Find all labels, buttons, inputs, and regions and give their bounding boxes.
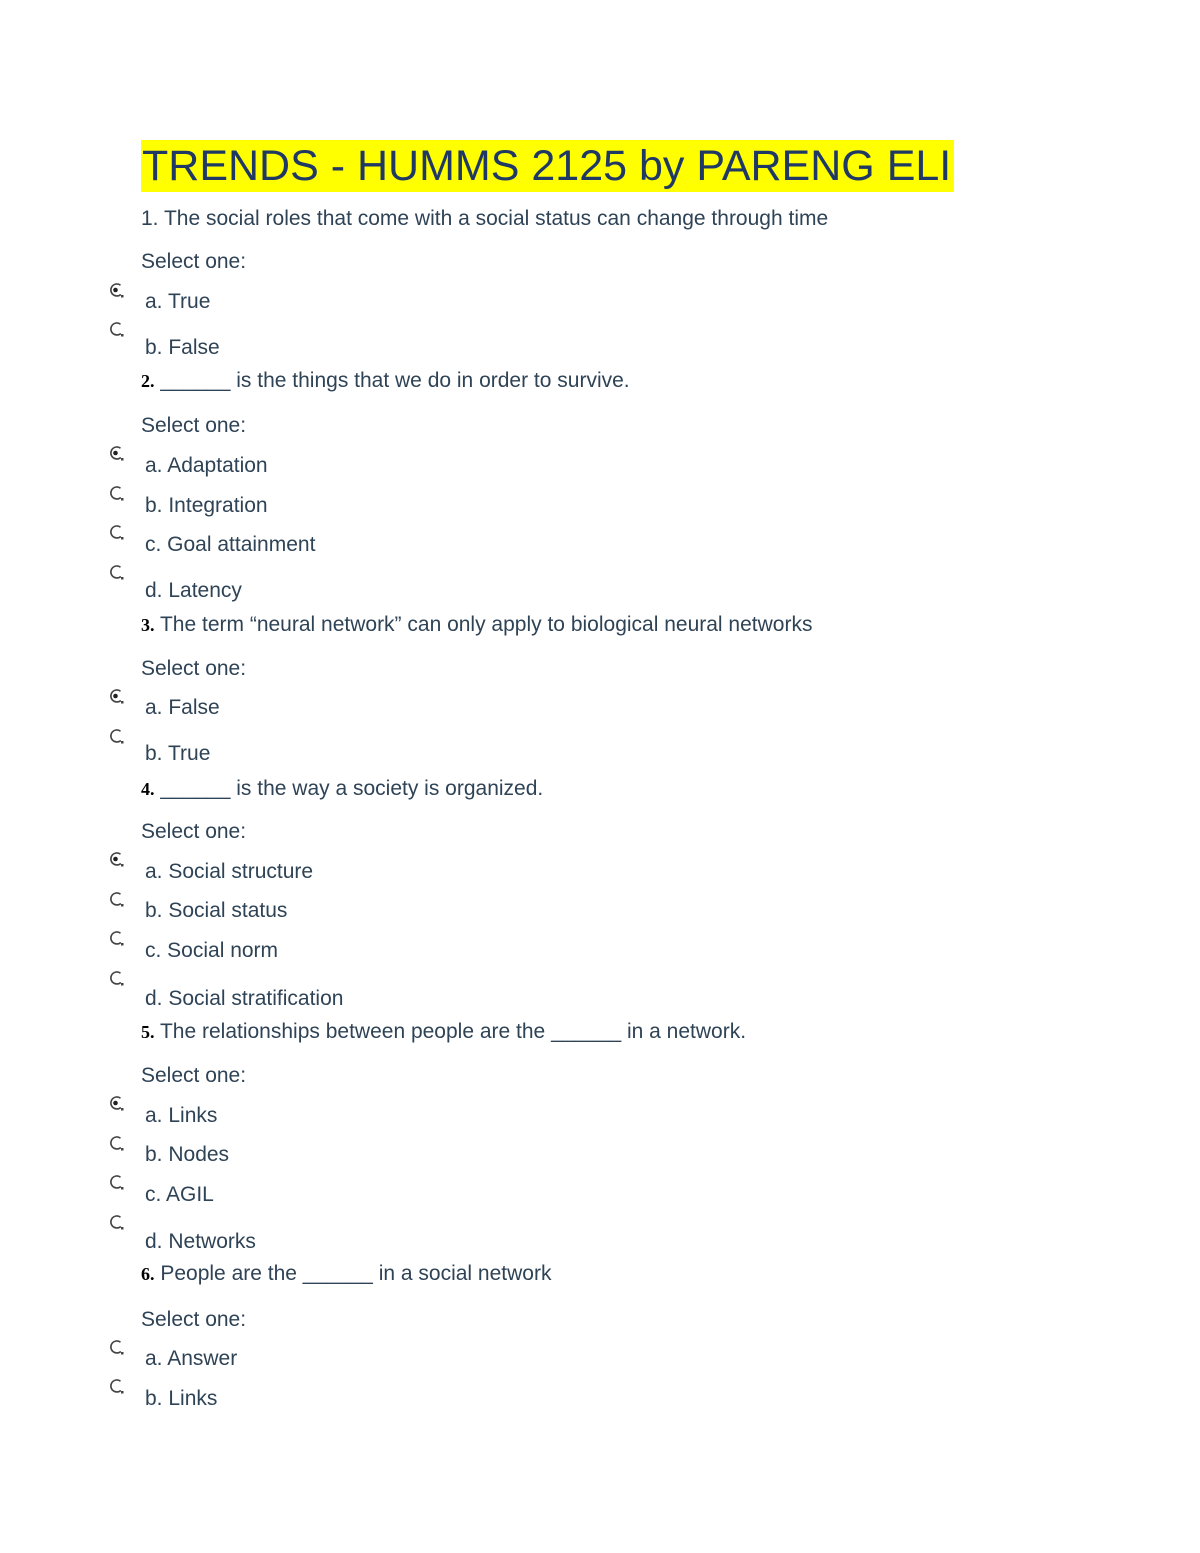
radio-q5-c[interactable] bbox=[108, 1173, 124, 1195]
select-one-label: Select one: bbox=[141, 820, 247, 843]
question-4 bbox=[141, 777, 543, 801]
option-q5-a: a. Links bbox=[145, 1104, 218, 1127]
option-q5-d: d. Networks bbox=[145, 1230, 256, 1253]
option-q4-a: a. Social structure bbox=[145, 860, 314, 883]
radio-unselected-icon bbox=[108, 969, 124, 991]
radio-selected-icon bbox=[108, 850, 124, 872]
radio-q4-b[interactable] bbox=[108, 890, 124, 912]
document-title: TRENDS - HUMMS 2125 by PARENG ELI bbox=[141, 140, 954, 192]
question-number: 6. bbox=[141, 1264, 155, 1284]
option-q1-a: a. True bbox=[145, 290, 211, 313]
radio-selected-icon bbox=[108, 444, 124, 466]
option-q2-c: c. Goal attainment bbox=[145, 533, 316, 556]
radio-unselected-icon bbox=[108, 1134, 124, 1156]
radio-q4-c[interactable] bbox=[108, 929, 124, 951]
select-one-label: Select one: bbox=[141, 657, 247, 680]
question-number: 1. bbox=[141, 207, 159, 230]
select-one-label: Select one: bbox=[141, 414, 247, 437]
question-number: 4. bbox=[141, 779, 155, 799]
radio-q2-d[interactable] bbox=[108, 563, 124, 585]
radio-unselected-icon bbox=[108, 484, 124, 506]
select-one-label: Select one: bbox=[141, 250, 247, 273]
question-number: 3. bbox=[141, 615, 155, 635]
question-2 bbox=[141, 369, 630, 393]
select-one-label: Select one: bbox=[141, 1308, 247, 1331]
radio-unselected-icon bbox=[108, 1173, 124, 1195]
radio-q5-a[interactable] bbox=[108, 1094, 124, 1116]
radio-unselected-icon bbox=[108, 523, 124, 545]
question-1 bbox=[141, 207, 828, 231]
question-text: ______ is the things that we do in order to survive. bbox=[160, 369, 630, 392]
question-text: The term “neural network” can only apply to biological neural networks bbox=[159, 613, 813, 636]
option-q6-a: a. Answer bbox=[145, 1347, 238, 1370]
radio-q2-a[interactable] bbox=[108, 444, 124, 466]
radio-q6-b[interactable] bbox=[108, 1377, 124, 1399]
option-q2-a: a. Adaptation bbox=[145, 454, 268, 477]
question-text: The social roles that come with a social status can change through time bbox=[163, 207, 829, 230]
radio-selected-icon bbox=[108, 687, 124, 709]
option-q4-b: b. Social status bbox=[145, 899, 288, 922]
radio-unselected-icon bbox=[108, 1213, 124, 1235]
radio-unselected-icon bbox=[108, 1377, 124, 1399]
radio-q1-b[interactable] bbox=[108, 320, 124, 342]
question-3 bbox=[141, 613, 812, 637]
question-6 bbox=[141, 1262, 551, 1286]
radio-q2-c[interactable] bbox=[108, 523, 124, 545]
radio-q6-a[interactable] bbox=[108, 1338, 124, 1360]
radio-selected-icon bbox=[108, 1094, 124, 1116]
radio-unselected-icon bbox=[108, 890, 124, 912]
option-q4-d: d. Social stratification bbox=[145, 987, 344, 1010]
question-text: The relationships between people are the ______ in a network. bbox=[159, 1020, 747, 1043]
option-q1-b: b. False bbox=[145, 336, 220, 359]
radio-q3-a[interactable] bbox=[108, 687, 124, 709]
option-q5-c: c. AGIL bbox=[145, 1183, 214, 1206]
option-q3-b: b. True bbox=[145, 742, 211, 765]
radio-q3-b[interactable] bbox=[108, 727, 124, 749]
option-q2-b: b. Integration bbox=[145, 494, 268, 517]
option-q3-a: a. False bbox=[145, 696, 220, 719]
question-text: ______ is the way a society is organized. bbox=[160, 777, 544, 800]
option-q4-c: c. Social norm bbox=[145, 939, 279, 962]
question-5 bbox=[141, 1020, 746, 1044]
radio-q5-b[interactable] bbox=[108, 1134, 124, 1156]
radio-unselected-icon bbox=[108, 727, 124, 749]
option-q2-d: d. Latency bbox=[145, 579, 242, 602]
radio-unselected-icon bbox=[108, 1338, 124, 1360]
radio-q2-b[interactable] bbox=[108, 484, 124, 506]
question-number: 5. bbox=[141, 1022, 155, 1042]
radio-selected-icon bbox=[108, 281, 124, 303]
radio-q5-d[interactable] bbox=[108, 1213, 124, 1235]
radio-unselected-icon bbox=[108, 929, 124, 951]
radio-q4-d[interactable] bbox=[108, 969, 124, 991]
radio-unselected-icon bbox=[108, 563, 124, 585]
question-text: People are the ______ in a social network bbox=[160, 1262, 552, 1285]
radio-q1-a[interactable] bbox=[108, 281, 124, 303]
option-q6-b: b. Links bbox=[145, 1387, 218, 1410]
radio-unselected-icon bbox=[108, 320, 124, 342]
select-one-label: Select one: bbox=[141, 1064, 247, 1087]
option-q5-b: b. Nodes bbox=[145, 1143, 230, 1166]
radio-q4-a[interactable] bbox=[108, 850, 124, 872]
question-number: 2. bbox=[141, 371, 155, 391]
